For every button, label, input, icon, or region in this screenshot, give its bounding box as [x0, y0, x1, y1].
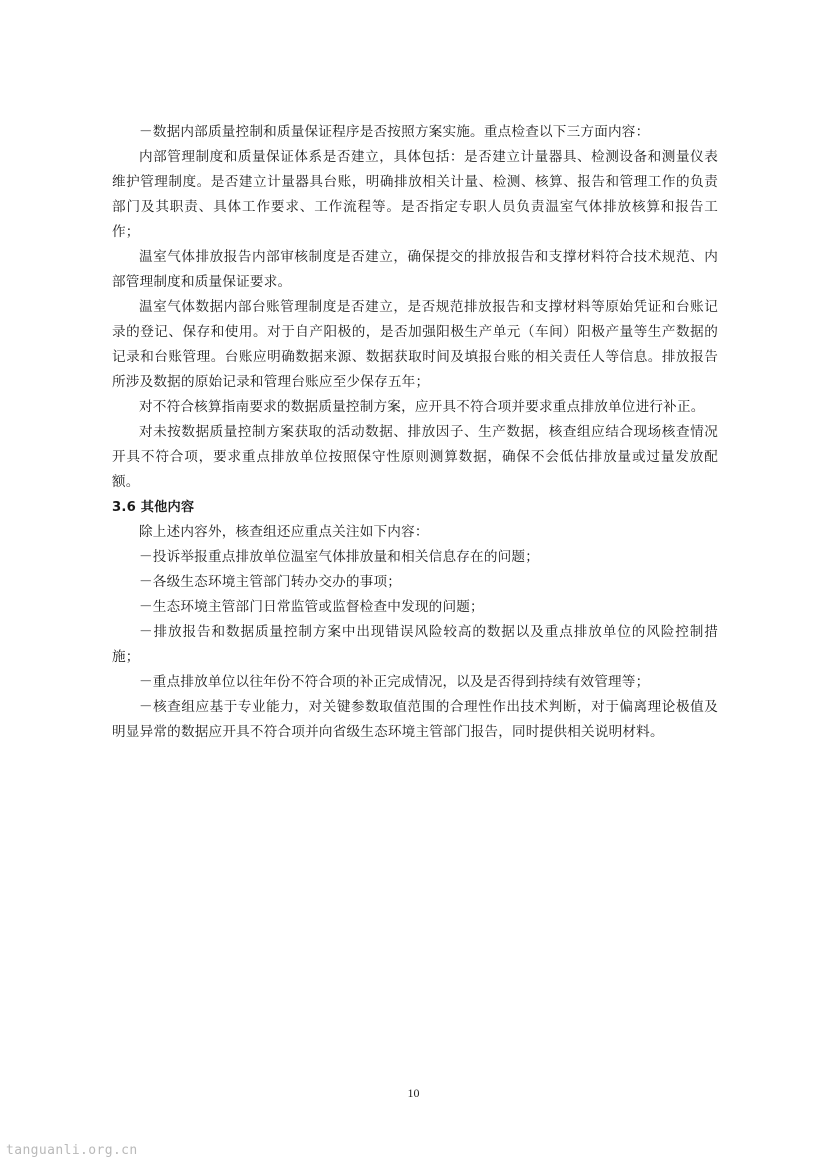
list-item-past-corrections: －重点排放单位以往年份不符合项的补正完成情况，以及是否得到持续有效管理等； [139, 674, 650, 690]
document-body [112, 120, 718, 745]
paragraph-internal-management: 内部管理制度和质量保证体系是否建立，具体包括：是否建立计量器具、检测设备和测量仪表维护管理制度。是否建立计量器具台账，明确排放相关计量、检测、核算、报告和管理工作的负责部门及其职责、具体工作要求、工作流程等。是否指定专职人员负责温室气体排放核算和报告工作； [112, 149, 718, 240]
list-item-referrals: －各级生态环境主管部门转办交办的事项； [139, 574, 402, 590]
paragraph-nonconformity-plan: 对不符合核算指南要求的数据质量控制方案，应开具不符合项并要求重点排放单位进行补正。 [139, 399, 705, 415]
section-heading: 3.6 其他内容 [112, 500, 195, 515]
paragraph-dash-quality-control: －数据内部质量控制和质量保证程序是否按照方案实施。重点检查以下三方面内容： [139, 124, 650, 140]
paragraph-ledger-management: 温室气体数据内部台账管理制度是否建立，是否规范排放报告和支撑材料等原始凭证和台账记录的登记、保存和使用。对于自产阳极的，是否加强阳极生产单元（车间）阳极产量等生产数据的记录和台账管理。台账应明确数据来源、数据获取时间及填报台账的相关责任人等信息。排放报告所涉及数据的原始记录和管理台账应至少保存五年； [112, 299, 718, 390]
list-item-supervision: －生态环境主管部门日常监管或监督检查中发现的问题； [139, 599, 484, 615]
list-item-complaints: －投诉举报重点排放单位温室气体排放量和相关信息存在的问题； [139, 549, 540, 565]
watermark-text: tanguanli.org.cn [6, 1143, 138, 1158]
list-item-risk-data: －排放报告和数据质量控制方案中出现错误风险较高的数据以及重点排放单位的风险控制措施； [112, 624, 718, 665]
paragraph-internal-audit: 温室气体排放报告内部审核制度是否建立，确保提交的排放报告和支撑材料符合技术规范、内部管理制度和质量保证要求。 [112, 249, 718, 290]
paragraph-nonconformity-data: 对未按数据质量控制方案获取的活动数据、排放因子、生产数据，核查组应结合现场核查情况开具不符合项，要求重点排放单位按照保守性原则测算数据，确保不会低估排放量或过量发放配额。 [112, 424, 718, 490]
list-item-technical-judgement: －核查组应基于专业能力，对关键参数取值范围的合理性作出技术判断，对于偏离理论极值及明显异常的数据应开具不符合项并向省级生态环境主管部门报告，同时提供相关说明材料。 [112, 699, 718, 740]
paragraph-other-intro: 除上述内容外，核查组还应重点关注如下内容： [139, 524, 429, 540]
page-number: 10 [407, 1086, 420, 1100]
